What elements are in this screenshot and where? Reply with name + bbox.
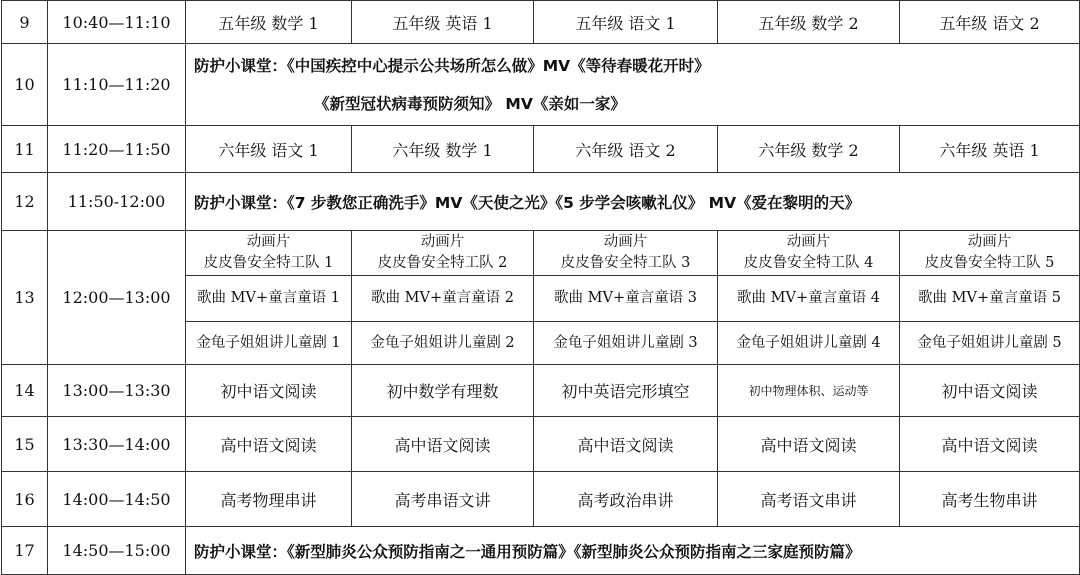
table-row [2,173,1080,231]
drama-cell: 金龟子姐姐讲儿童剧 1 [186,322,352,365]
program-cell: 高中语文阅读 [900,417,1080,472]
notice-cell: 防护小课堂：《新型肺炎公众预防指南之一通用预防篇》《新型肺炎公众预防指南之三家庭预防篇》 [186,527,1080,575]
cartoon-cell [900,231,1080,276]
table-row [2,44,1080,126]
program-cell: 高中语文阅读 [352,417,534,472]
program-cell: 六年级 数学 1 [352,126,534,173]
cartoon-title: 皮皮鲁安全特工队 1 [203,255,334,271]
schedule-table [1,0,1080,575]
cartoon-label: 动画片 [420,234,465,250]
program-cell: 六年级 英语 1 [900,126,1080,173]
cartoon-cell [352,231,534,276]
program-cell: 五年级 数学 1 [186,1,352,44]
notice-line: 防护小课堂：《中国疾控中心提示公共场所怎么做》MV《等待春暖花开时》 [194,56,710,75]
program-cell: 高中语文阅读 [186,417,352,472]
table-row [2,231,1080,276]
program-cell: 高考语文串讲 [718,472,900,527]
program-cell: 六年级 数学 2 [718,126,900,173]
row-number: 11 [2,126,48,173]
program-cell: 五年级 英语 1 [352,1,534,44]
time-slot: 11:10—11:20 [48,44,186,126]
program-cell: 六年级 语文 2 [534,126,718,173]
time-slot: 14:50—15:00 [48,527,186,575]
row-number: 9 [2,1,48,44]
table-row [2,417,1080,472]
row-number: 13 [2,231,48,365]
program-cell: 五年级 数学 2 [718,1,900,44]
table-row [2,126,1080,173]
row-number: 10 [2,44,48,126]
row-number: 12 [2,173,48,231]
program-cell: 六年级 语文 1 [186,126,352,173]
song-cell: 歌曲 MV+童言童语 2 [352,276,534,322]
program-cell: 初中语文阅读 [186,365,352,417]
cartoon-cell [718,231,900,276]
program-cell: 初中数学有理数 [352,365,534,417]
drama-cell: 金龟子姐姐讲儿童剧 4 [718,322,900,365]
cartoon-title: 皮皮鲁安全特工队 3 [560,255,691,271]
time-slot: 13:30—14:00 [48,417,186,472]
drama-cell: 金龟子姐姐讲儿童剧 2 [352,322,534,365]
program-cell: 高中语文阅读 [534,417,718,472]
program-cell: 高中语文阅读 [718,417,900,472]
program-cell: 初中语文阅读 [900,365,1080,417]
song-cell: 歌曲 MV+童言童语 5 [900,276,1080,322]
song-cell: 歌曲 MV+童言童语 1 [186,276,352,322]
cartoon-label: 动画片 [603,234,648,250]
program-cell: 高考物理串讲 [186,472,352,527]
cartoon-label: 动画片 [967,234,1012,250]
time-slot: 10:40—11:10 [48,1,186,44]
table-row [2,365,1080,417]
row-number: 17 [2,527,48,575]
row-number: 14 [2,365,48,417]
program-cell: 高考串语文讲 [352,472,534,527]
cartoon-title: 皮皮鲁安全特工队 4 [743,255,874,271]
table-row [2,1,1080,44]
cartoon-title: 皮皮鲁安全特工队 2 [377,255,508,271]
cartoon-label: 动画片 [786,234,831,250]
program-cell: 初中物理体积、运动等 [718,365,900,417]
program-cell: 五年级 语文 1 [534,1,718,44]
program-cell: 五年级 语文 2 [900,1,1080,44]
notice-line: 《新型冠状病毒预防须知》 MV《亲如一家》 [314,94,626,113]
table-row [2,472,1080,527]
time-slot: 14:00—14:50 [48,472,186,527]
cartoon-cell [534,231,718,276]
time-slot: 13:00—13:30 [48,365,186,417]
time-slot: 11:20—11:50 [48,126,186,173]
time-slot: 12:00—13:00 [48,231,186,365]
time-slot: 11:50-12:00 [48,173,186,231]
cartoon-title: 皮皮鲁安全特工队 5 [924,255,1055,271]
program-cell: 高考政治串讲 [534,472,718,527]
drama-cell: 金龟子姐姐讲儿童剧 3 [534,322,718,365]
drama-cell: 金龟子姐姐讲儿童剧 5 [900,322,1080,365]
program-cell: 高考生物串讲 [900,472,1080,527]
row-number: 16 [2,472,48,527]
row-number: 15 [2,417,48,472]
song-cell: 歌曲 MV+童言童语 4 [718,276,900,322]
notice-cell [186,44,1080,126]
song-cell: 歌曲 MV+童言童语 3 [534,276,718,322]
notice-cell: 防护小课堂：《7 步教您正确洗手》MV《天使之光》《5 步学会咳嗽礼仪》 MV《爱在黎明的天》 [186,173,1080,231]
cartoon-cell [186,231,352,276]
program-cell: 初中英语完形填空 [534,365,718,417]
cartoon-label: 动画片 [246,234,291,250]
table-row [2,527,1080,575]
